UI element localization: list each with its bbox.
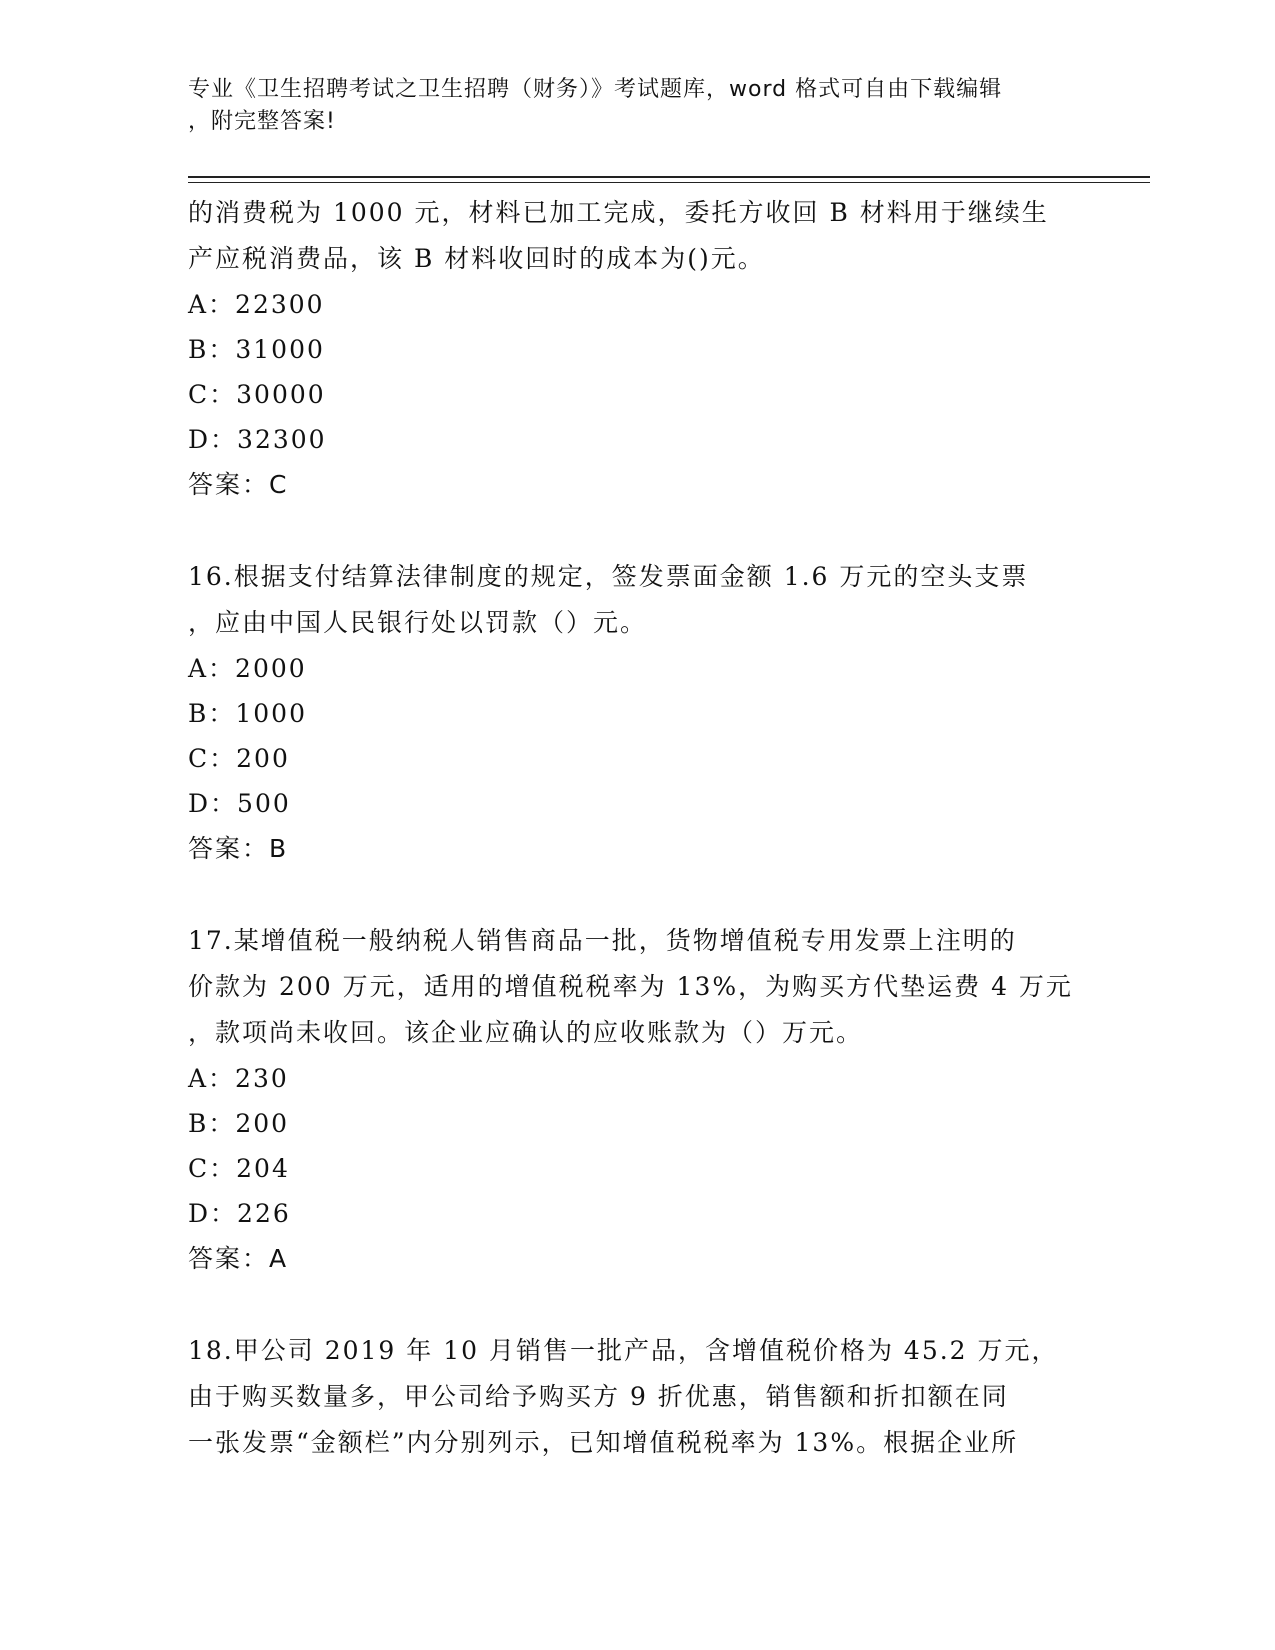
option-c: C：30000	[188, 380, 326, 409]
spacer	[188, 1282, 1088, 1328]
spacer	[188, 872, 1088, 918]
question-text-line: 一张发票“金额栏”内分别列示，已知增值税税率为 13%。根据企业所	[188, 1428, 1019, 1457]
option-b: B：200	[188, 1109, 290, 1138]
question-text-line: ，应由中国人民银行处以罚款（）元。	[188, 608, 648, 637]
document-header	[188, 74, 1068, 138]
question-text-line: 产应税消费品，该 B 材料收回时的成本为()元。	[188, 244, 765, 273]
question-18	[188, 1328, 1088, 1466]
question-list	[188, 190, 1088, 1466]
question-text-line: 价款为 200 万元，适用的增值税税率为 13%，为购买方代垫运费 4 万元	[188, 972, 1073, 1001]
option-d: D：32300	[188, 425, 327, 454]
header-divider-thick	[188, 176, 1150, 178]
option-a: A：22300	[188, 290, 325, 319]
option-c: C：204	[188, 1154, 290, 1183]
option-b: B：31000	[188, 335, 325, 364]
question-text-line: 17.某增值税一般纳税人销售商品一批，货物增值税专用发票上注明的	[188, 926, 1017, 955]
header-divider-thin	[188, 182, 1150, 183]
question-15	[188, 190, 1088, 508]
option-d: D：226	[188, 1199, 291, 1228]
question-text-line: ，款项尚未收回。该企业应确认的应收账款为（）万元。	[188, 1018, 864, 1047]
question-text-line: 的消费税为 1000 元，材料已加工完成，委托方收回 B 材料用于继续生	[188, 198, 1049, 227]
header-title-line-2: ，附完整答案!	[188, 109, 336, 134]
answer-label: 答案：C	[188, 470, 289, 499]
option-d: D：500	[188, 789, 291, 818]
header-title-line-1: 专业《卫生招聘考试之卫生招聘（财务）》考试题库，word 格式可自由下载编辑	[188, 77, 1003, 102]
option-c: C：200	[188, 744, 290, 773]
answer-label: 答案：B	[188, 834, 289, 863]
answer-label: 答案：A	[188, 1244, 289, 1273]
question-17	[188, 918, 1088, 1282]
option-a: A：2000	[188, 654, 307, 683]
option-b: B：1000	[188, 699, 307, 728]
spacer	[188, 508, 1088, 554]
question-text-line: 由于购买数量多，甲公司给予购买方 9 折优惠，销售额和折扣额在同	[188, 1382, 1009, 1411]
question-16	[188, 554, 1088, 872]
question-text-line: 16.根据支付结算法律制度的规定，签发票面金额 1.6 万元的空头支票	[188, 562, 1029, 591]
option-a: A：230	[188, 1064, 289, 1093]
question-text-line: 18.甲公司 2019 年 10 月销售一批产品，含增值税价格为 45.2 万元，	[188, 1336, 1059, 1365]
